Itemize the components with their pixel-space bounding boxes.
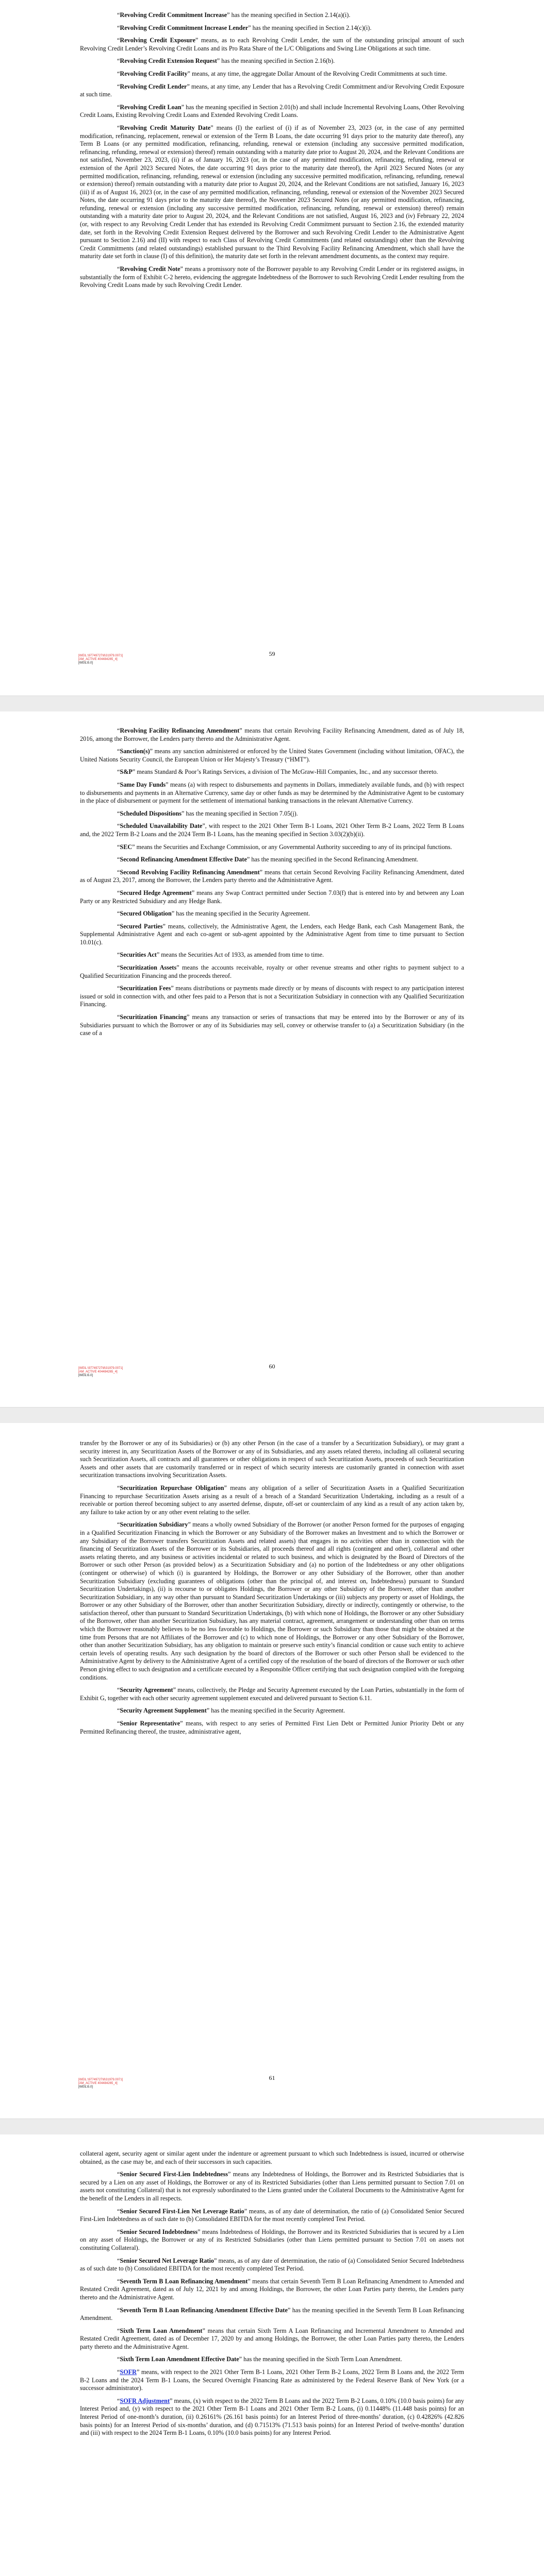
continuation-paragraph: transfer by the Borrower or any of its Subsidiaries) or (b) any other Person (in the case of a transfer by a Securitization Subsidiary), or may grant a security interest in, any Securitization Assets of the Borrower or any of its Subsidiaries, and any assets related thereto, including all collateral securing such Securitization Assets, all contracts and all guarantees or other obligations in respect of such Securitization Assets, proceeds of such Securitization Assets and other assets that are customarily transferred or in respect of which security interests are customarily granted in connection with asset securitization transactions involving Securitization Assets. [80,1439,464,1479]
definition-paragraph: “Revolving Credit Extension Request” has the meaning specified in Section 2.16(b). [117,57,335,65]
definition-paragraph: “Sanction(s)” means any sanction administered or enforced by the United States Government (including without limitation, OFAC), the United Nations Security Council, the European Union or Her Majesty’s Treasury (“HMT”). [80,748,464,763]
definition-paragraph: “Revolving Credit Note” means a promissory note of the Borrower payable to any Revolving Credit Lender or its registered assigns, in substantially the form of Exhibit C-2 hereto, evidencing the aggregate Indebtedness of the Borrower to such Revolving Credit Lender resulting from the Revolving Credit Loans made by such Revolving Credit Lender. [80,265,465,289]
definition-paragraph: “Revolving Credit Facility” means, at any time, the aggregate Dollar Amount of the Revolving Credit Commitments at such time. [117,70,447,77]
definition-paragraph: “Seventh Term B Loan Refinancing Amendment Effective Date” has the meaning specified in the Seventh Term B Loan Refinancing Amendment. [80,2306,464,2322]
definition-paragraph: “Revolving Credit Commitment Increase Lender” has the meaning specified in Section 2.14(c)(i). [117,24,372,31]
definition-paragraph: “Second Revolving Facility Refinancing Amendment” means that certain Second Revolving Facility Refinancing Amendment, dated as of August 23, 2017, among the Borrower, the Lenders party thereto and the Administrative Agent. [80,868,464,884]
definition-paragraph: “Revolving Facility Refinancing Amendment” means that certain Revolving Facility Refinancing Amendment, dated as of July 18, 2016, among the Borrower, the Lenders party thereto and the Administrative Agent. [80,727,464,742]
definition-paragraph: “Securities Act” means the Securities Act of 1933, as amended from time to time. [117,951,324,959]
page-number: 59 [269,650,275,657]
page-62 [0,2134,544,2576]
definition-paragraph: “Second Refinancing Amendment Effective Date” has the meaning specified in the Second Refinancing Amendment. [117,856,419,863]
page-60 [0,711,544,1407]
page-gap [0,696,544,712]
page-number: 61 [269,2074,275,2081]
definition-paragraph: “Securitization Subsidiary” means a wholly owned Subsidiary of the Borrower (or another Person formed for the purposes of engaging in a Qualified Securitization Financing in which the Borrower or any Subsidiary of the Borrower makes an Investment and to which the Borrower or any Subsidiary of the Borrower transfers Securitization Assets and related assets) that engages in no activities other than in connection with the financing of Securitization Assets of the Borrower or its Subsidiaries, all proceeds thereof and all rights (contingent and other), collateral and other assets relating thereto, and any business or activities incidental or related to such business, and which is designated by the Board of Directors of the Borrower or such other Person (as provided below) as a Securitization Subsidiary and (a) no portion of the Indebtedness or any other obligations (contingent or otherwise) of which (i) is guaranteed by Holdings, the Borrower or any other Subsidiary of the Borrower, other than another Securitization Subsidiary (excluding guarantees of obligations (other than the principal of, and interest on, Indebtedness) pursuant to Standard Securitization Undertakings), (ii) is recourse to or obligates Holdings, the Borrower or any other Subsidiary of the Borrower, other than another Securitization Subsidiary, in any way other than pursuant to Standard Securitization Undertakings or (iii) subjects any property or asset of Holdings, the Borrower or any other Subsidiary of the Borrower, other than another Securitization Subsidiary, directly or indirectly, contingently or otherwise, to the satisfaction thereof, other than pursuant to Standard Securitization Undertakings, (b) with which none of Holdings, the Borrower or any other Subsidiary of the Borrower, other than another Securitization Subsidiary, has any material contract, agreement, arrangement or understanding other than on terms which the Borrower reasonably believes to be no less favorable to Holdings, the Borrower or such Subsidiary than those that might be obtained at the time from Persons that are not Affiliates of the Borrower and (c) to which none of Holdings, the Borrower or any other Subsidiary of the Borrower, other than another Securitization Subsidiary, has any obligation to maintain or preserve such entity’s financial condition or cause such entity to achieve certain levels of operating results. Any such designation by the board of directors of the Borrower or such other Person shall be evidenced to the Administrative Agent by delivery to the Administrative Agent of a certified copy of the resolution of the board of directors of the Borrower or such other Person giving effect to such designation and a certificate executed by a Responsible Officer certifying that such designation complied with the foregoing conditions. [80,1521,464,1681]
page-number: 60 [269,1363,275,1370]
definition-paragraph: “SOFR Adjustment” means, (x) with respect to the 2022 Term B Loans and the 2022 Term B-2 Loans, 0.10% (10.0 basis points) for any Interest Period and, (y) with respect to the 2021 Other Term B-1 Loans and 2021 Other Term B-2 Loans, (i) 0.11448% (11.448 basis points) for an Interest Period of one-month’s duration, (ii) 0.26161% (26.161 basis points) for an Interest Period of three-months’ duration, (c) 0.42826% (42.826 basis points) for an Interest Period of six-months’ duration, and (d) 0.71513% (71.513 basis points) for an Interest Period of twelve-months’ duration and (iii) with respect to the 2024 Term B-1 Loans, 0.10% (10.0 basis points) for any Interest Period. [80,2397,464,2437]
doc-stamp: [WEIL:\97749727\8\31979.0071] [AM_ACTIVE 404484265_4] [WEIL\5.0] [78,1367,123,1377]
definition-paragraph: “Securitization Repurchase Obligation” means any obligation of a seller of Securitization Assets in a Qualified Securitization Financing to repurchase Securitization Assets arising as a result of a breach of a Standard Securitization Undertaking, including as a result of a receivable or portion thereof becoming subject to any asserted defense, dispute, off-set or counterclaim of any kind as a result of any action taken by, any failure to take action by or any other event relating to the seller. [80,1484,465,1516]
page-gap [0,1407,544,1423]
definition-paragraph: “S&P” means Standard & Poor’s Ratings Services, a division of The McGraw-Hill Companies, Inc., and any successor thereto. [117,768,438,776]
definition-paragraph: “SOFR” means, with respect to the 2021 Other Term B-1 Loans, 2021 Other Term B-2 Loans, 2022 Term B Loans and, the 2022 Term B-2 Loans and the 2024 Term B-1 Loans, the Secured Overnight Financing Rate as administered by the Federal Reserve Bank of New York (or a successor administrator). [80,2368,464,2392]
page-59-content [80,11,464,294]
definition-paragraph: “Securitization Fees” means distributions or payments made directly or by means of discounts with respect to any participation interest issued or sold in connection with, and other fees paid to a Person that is not a Securitization Subsidiary in connection with any Qualified Securitization Financing. [80,985,464,1008]
page-59 [0,0,544,696]
definition-paragraph: “Securitization Assets” means the accounts receivable, royalty or other revenue streams and other rights to payment subject to a Qualified Securitization Financing and the proceeds thereof. [80,964,464,979]
definition-paragraph: “Revolving Credit Loan” has the meaning specified in Section 2.01(b) and shall include Incremental Revolving Loans, Other Revolving Credit Loans, Existing Revolving Credit Loans and Extended Revolving Credit Loans. [80,103,464,119]
page-62-content [80,2150,464,2442]
definition-paragraph: “Securitization Financing” means any transaction or series of transactions that may be entered into by the Borrower or any of its Subsidiaries pursuant to which the Borrower or any of its Subsidiaries may sell, convey or otherwise transfer to (a) a Securitization Subsidiary (in the case of a [80,1013,464,1037]
definition-paragraph: “Senior Secured Net Leverage Ratio” means, as of any date of determination, the ratio of (a) Consolidated Senior Secured Indebtedness as of such date to (b) Consolidated EBITDA for the most recently completed Test Period. [80,2257,464,2273]
definition-paragraph: “Security Agreement” means, collectively, the Pledge and Security Agreement executed by the Loan Parties, substantially in the form of Exhibit G, together with each other security agreement supplement executed and delivered pursuant to Section 6.11. [80,1686,465,1702]
definition-paragraph: “Sixth Term Loan Amendment” means that certain Sixth Term A Loan Refinancing and Incremental Amendment to Amended and Restated Credit Agreement, dated as of December 17, 2020 by and among Holdings, the Borrower, the other Loan Parties party thereto, the Lenders party thereto and the Administrative Agent. [80,2327,465,2350]
definition-paragraph: “Secured Obligation” has the meaning specified in the Security Agreement. [117,910,310,918]
definition-paragraph: “Revolving Credit Commitment Increase” has the meaning specified in Section 2.14(a)(i). [117,11,351,19]
page-61 [0,1423,544,2119]
definition-paragraph: “Scheduled Unavailability Date”, with respect to the 2021 Other Term B-1 Loans, 2021 Other Term B-2 Loans, 2022 Term B Loans and, the 2022 Term B-2 Loans and the 2024 Term B-1 Loans, has the meaning specified in Section 3.03(2)(b)(ii). [80,822,464,838]
definition-paragraph: “Secured Hedge Agreement” means any Swap Contract permitted under Section 7.03(f) that is entered into by and between any Loan Party or any Restricted Subsidiary and any Hedge Bank. [80,889,465,905]
page-61-content [80,1439,464,1740]
doc-stamp: [WEIL:\97749727\8\31979.0071] [AM_ACTIVE 404484265_4] [WEIL\5.0] [78,654,123,665]
definition-paragraph: “Security Agreement Supplement” has the meaning specified in the Security Agreement. [117,1707,345,1715]
definition-paragraph: “Senior Secured First-Lien Net Leverage Ratio” means, as of any date of determination, the ratio of (a) Consolidated Senior Secured First-Lien Indebtedness as of such date to (b) Consolidated EBITDA for the most recently completed Test Period. [80,2207,464,2223]
definition-paragraph: “SEC” means the Securities and Exchange Commission, or any Governmental Authority succeeding to any of its principal functions. [117,843,452,851]
definition-paragraph: “Revolving Credit Lender” means, at any time, any Lender that has a Revolving Credit Commitment and/or Revolving Credit Exposure at such time. [80,82,464,98]
definition-paragraph: “Senior Secured Indebtedness” means Indebtedness of Holdings, the Borrower and its Restricted Subsidiaries that is secured by a Lien on any asset of Holdings, the Borrower or any of its Restricted Subsidiaries (other than Liens permitted pursuant to Section 7.01 on assets not constituting Collateral). [80,2228,464,2251]
definition-paragraph: “Seventh Term B Loan Refinancing Amendment” means that certain Seventh Term B Loan Refinancing Amendment to Amended and Restated Credit Agreement, dated as of July 12, 2021 by and among Holdings, the Borrower, the other Loan Parties party thereto, the Lenders party thereto and the Administrative Agent. [80,2277,465,2301]
page-60-content [80,727,464,1042]
continuation-paragraph: collateral agent, security agent or similar agent under the indenture or agreement pursuant to which such Indebtedness is issued, incurred or otherwise obtained, as the case may be, and each of their successors in such capacities. [80,2150,464,2165]
doc-stamp: [WEIL:\97749727\8\31979.0071] [AM_ACTIVE 404484265_4] [WEIL\5.0] [78,2078,123,2089]
definition-paragraph: “Scheduled Dispositions” has the meaning specified in Section 7.05(j). [117,809,298,817]
definition-paragraph: “Revolving Credit Exposure” means, as to each Revolving Credit Lender, the sum of the outstanding principal amount of such Revolving Credit Lender’s Revolving Credit Loans and its Pro Rata Share of the L/C Obligations and Swing Line Obligations at such time. [80,37,464,52]
definition-paragraph: “Senior Secured First-Lien Indebtedness” means any Indebtedness of Holdings, the Borrower and its Restricted Subsidiaries that is secured by a Lien on any asset of Holdings, the Borrower or any of its Restricted Subsidiaries (other than Liens permitted pursuant to Section 7.01 on assets not constituting Collateral) that is not expressly subordinated to the Liens granted under the Collateral Documents to the Administrative Agent for the benefit of the Lenders in all respects. [80,2171,464,2202]
definition-paragraph: “Same Day Funds” means (a) with respect to disbursements and payments in Dollars, immediately available funds, and (b) with respect to disbursements and payments in an Alternative Currency, same day or other funds as may be determined by the Administrative Agent to be customary in the place of disbursement or payment for the settlement of international banking transactions in the relevant Alternative Currency. [80,781,464,805]
definition-paragraph: “Revolving Credit Maturity Date” means (I) the earliest of (i) if as of November 23, 2023 (or, in the case of any permitted modification, refinancing, replacement, renewal or extension of the Term B Loans, the date occurring 91 days prior to the maturity date thereof), any Term B Loans (or any permitted modification, refinancing, refunding, renewal or extension (including any successive permitted modification, refinancing, refunding, renewal or extension) thereof) remain outstanding with a maturity date prior to August 20, 2024, and the Relevant Conditions are not satisfied, November 23, 2023, (ii) if as of January 16, 2023 (or, in the case of any permitted modification, refinancing, refunding, renewal or extension of the April 2023 Secured Notes, the date occurring 91 days prior to the maturity date thereof), the April 2023 Secured Notes (or any permitted modification, refinancing, refunding, renewal or extension (including any successive permitted modification, refinancing, refunding, renewal or extension) thereof) remain outstanding with a maturity date prior to August 20, 2024, and the Relevant Conditions are not satisfied, January 16, 2023 (iii) if as of August 16, 2023 (or, in the case of any permitted modification, refinancing, refunding, renewal or extension of the November 2023 Secured Notes, the date occurring 91 days prior to the maturity date thereof), the November 2023 Secured Notes (or any permitted modification, refinancing, refunding, renewal or extension (including any successive permitted modification, refinancing, refunding, renewal or extension) thereof) remain outstanding with a maturity date prior to August 20, 2024, and the Relevant Conditions are not satisfied, August 16, 2023 and (iv) February 22, 2024 (or, with respect to any Revolving Credit Lender that has extended its Revolving Credit Commitment pursuant to Section 2.16, the extended maturity date, set forth in the Revolving Credit Extension Request delivered by the Borrower and such Revolving Credit Lender to the Administrative Agent pursuant to Section 2.16) and (II) with respect to each Class of Revolving Credit Commitments (and related outstandings) other than the Revolving Credit Commitments (and related outstandings) established pursuant to the Third Revolving Facility Refinancing Amendment, which shall have the maturity date set forth in clause (I) of this definition), the maturity date set forth in the relevant amendment documents, as the context may require. [80,124,464,260]
definition-paragraph: “Senior Representative” means, with respect to any series of Permitted First Lien Debt or Permitted Junior Priority Debt or any Permitted Refinancing thereof, the trustee, administrative agent, [80,1720,464,1735]
definition-paragraph: “Secured Parties” means, collectively, the Administrative Agent, the Lenders, each Hedge Bank, each Cash Management Bank, the Supplemental Administrative Agent and each co-agent or sub-agent appointed by the Administrative Agent from time to time pursuant to Section 10.01(c). [80,922,465,946]
page-gap [0,2119,544,2135]
definition-paragraph: “Sixth Term Loan Amendment Effective Date” has the meaning specified in the Sixth Term Loan Amendment. [117,2355,402,2363]
